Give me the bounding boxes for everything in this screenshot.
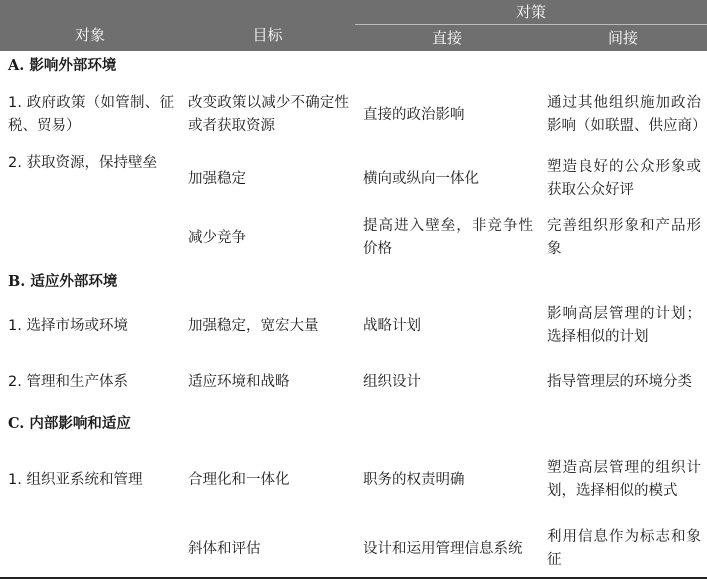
cell-object: 2. 获取资源，保持壁垒	[8, 155, 157, 171]
header-direct: 直接	[355, 25, 539, 52]
section-heading-c	[0, 409, 707, 439]
table-header	[0, 0, 707, 51]
cell-object: 2. 管理和生产体系	[8, 373, 128, 390]
cell-direct: 组织设计	[363, 373, 421, 390]
cell-goal: 加强稳定	[188, 170, 246, 187]
cell-direct: 战略计划	[363, 317, 421, 334]
cell-indirect: 完善组织形象和产品形象	[547, 218, 702, 257]
table-row	[0, 297, 707, 355]
cell-goal: 合理化和一体化	[188, 471, 290, 488]
cell-object	[0, 209, 180, 267]
table-row	[0, 209, 707, 267]
cell-indirect: 通过其他组织施加政治影响（如联盟、供应商）	[547, 95, 707, 134]
cell-direct: 直接的政治影响	[363, 106, 465, 123]
section-title: 适应外部环境	[30, 274, 118, 290]
table-row	[0, 81, 707, 149]
cell-object: 1. 政府政策（如管制、征税、贸易）	[8, 95, 174, 134]
cell-goal: 加强稳定，宽宏大量	[188, 317, 319, 334]
cell-object: 1. 选择市场或环境	[8, 317, 128, 334]
cell-direct: 横向或纵向一体化	[363, 170, 479, 187]
cell-goal: 减少竞争	[188, 229, 246, 246]
cell-direct: 职务的权责明确	[363, 471, 465, 488]
table-body	[0, 51, 707, 578]
cell-direct: 设计和运用管理信息系统	[355, 521, 539, 578]
cell-indirect: 塑造高层管理的组织计划，选择相似的模式	[547, 460, 702, 499]
section-heading-a	[0, 51, 707, 81]
cell-goal: 改变政策以减少不确定性或者获取资源	[188, 95, 349, 134]
cell-indirect: 利用信息作为标志和象征	[539, 521, 707, 578]
header-object: 对象	[0, 0, 180, 51]
cell-indirect: 指导管理层的环境分类	[547, 373, 692, 390]
header-goal: 目标	[180, 0, 355, 51]
section-title: 影响外部环境	[29, 58, 117, 74]
section-letter: B.	[8, 273, 26, 290]
cell-indirect: 影响高层管理的计划；选择相似的计划	[547, 306, 702, 345]
table-row	[0, 355, 707, 409]
cell-goal: 适应环境和战略	[188, 373, 290, 390]
table-row	[0, 521, 707, 578]
cell-direct: 提高进入壁垒，非竞争性价格	[363, 218, 533, 257]
table-row	[0, 439, 707, 521]
cell-indirect: 塑造良好的公众形象或获取公众好评	[547, 159, 702, 198]
cell-goal: 斜体和评估	[180, 521, 355, 578]
section-letter: C.	[8, 415, 25, 432]
header-strategy: 对策	[355, 0, 707, 25]
table-row	[0, 149, 707, 209]
cell-object: 1. 组织亚系统和管理	[8, 471, 143, 488]
section-heading-b	[0, 267, 707, 297]
cell-object	[0, 521, 180, 578]
section-letter: A.	[8, 57, 25, 74]
section-title: 内部影响和适应	[29, 416, 131, 432]
header-indirect: 间接	[539, 25, 707, 52]
